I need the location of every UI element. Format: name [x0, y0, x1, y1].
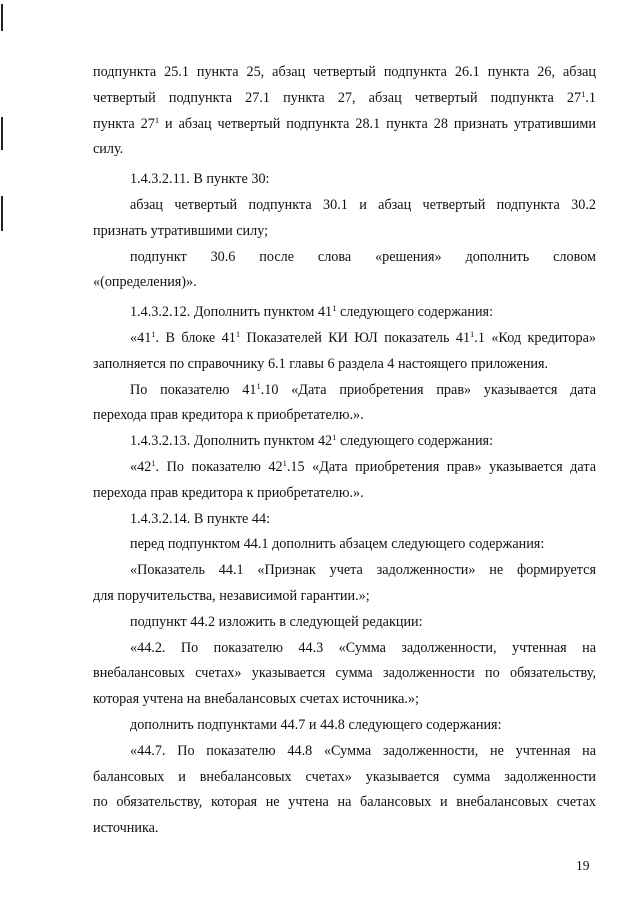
superscript: 1: [581, 88, 586, 99]
text-line: [93, 112, 596, 138]
text-line: [93, 636, 596, 662]
superscript: 1: [332, 303, 337, 314]
left-margin-mark: [1, 117, 3, 150]
text-fragment: силу.: [93, 141, 124, 158]
text-line: [93, 532, 596, 558]
text-fragment: .1 «Код кредитора»: [474, 329, 596, 346]
left-margin-mark: [1, 4, 3, 31]
text-fragment: следующего содержания:: [336, 304, 494, 321]
text-fragment: «42: [130, 458, 152, 475]
superscript: 1: [154, 114, 160, 125]
text-fragment: по обязательству, которая не учтена на балансовых и внебалансовых счетах: [93, 794, 596, 811]
text-line: [93, 245, 596, 271]
text-line: [93, 219, 596, 245]
page-number: 19: [576, 858, 590, 873]
document-body: [93, 60, 596, 842]
text-line: [93, 326, 596, 352]
text-line: [93, 167, 596, 193]
text-line: [93, 816, 596, 842]
text-fragment: . По показателю 42: [155, 458, 283, 475]
text-line: [93, 713, 596, 739]
text-line: [93, 507, 596, 533]
left-margin-mark: [1, 196, 3, 231]
text-fragment: «44.7. По показателю 44.8 «Сумма задолженности, не учтенная на: [130, 742, 596, 759]
text-line: [93, 790, 596, 816]
text-line: [93, 558, 596, 584]
superscript: 1: [282, 457, 287, 468]
text-fragment: .15 «Дата приобретения прав» указывается дата: [286, 458, 596, 475]
text-line: [93, 455, 596, 481]
text-fragment: Показателей КИ ЮЛ показатель 41: [240, 329, 471, 346]
text-line: [93, 270, 596, 296]
text-fragment: источника.: [93, 820, 159, 837]
superscript: 1: [332, 432, 337, 443]
text-fragment: признать утратившими силу;: [93, 222, 269, 239]
superscript: 1: [151, 328, 156, 339]
text-line: [93, 610, 596, 636]
text-fragment: балансовых и внебалансовых счетах» указывается сумма задолженности: [93, 768, 596, 785]
text-fragment: внебалансовых счетах» указывается сумма задолженности по обязательству,: [93, 665, 596, 682]
text-fragment: заполняется по справочнику 6.1 главы 6 раздела 4 настоящего приложения.: [93, 355, 549, 372]
text-fragment: 1.4.3.2.14. В пункте 44:: [130, 510, 271, 527]
text-fragment: четвертый подпункта 27.1 пункта 27, абзац четвертый подпункта 27: [93, 89, 582, 106]
text-fragment: и абзац четвертый подпункта 28.1 пункта 28 признать утратившими: [159, 115, 597, 132]
text-fragment: подпункт 44.2 изложить в следующей редакции:: [130, 613, 423, 630]
text-line: [93, 193, 596, 219]
text-line: [93, 60, 596, 86]
text-fragment: 1.4.3.2.13. Дополнить пунктом 42: [130, 433, 333, 450]
text-fragment: подпункт 30.6 после слова «решения» дополнить словом: [130, 248, 596, 265]
text-fragment: следующего содержания:: [336, 433, 494, 450]
text-fragment: для поручительства, независимой гарантии.»;: [93, 587, 370, 604]
text-fragment: .1: [585, 89, 596, 106]
text-fragment: . В блоке 41: [155, 329, 236, 346]
text-fragment: подпункта 25.1 пункта 25, абзац четвертый подпункта 26.1 пункта 26, абзац: [93, 64, 596, 80]
text-line: [93, 765, 596, 791]
text-line: [93, 661, 596, 687]
text-line: [93, 378, 596, 404]
text-fragment: По показателю 41: [130, 381, 257, 398]
text-line: [93, 584, 596, 610]
text-line: [93, 86, 596, 112]
text-fragment: 1.4.3.2.12. Дополнить пунктом 41: [130, 304, 333, 321]
text-fragment: которая учтена на внебалансовых счетах источника.»;: [93, 691, 419, 708]
text-fragment: пункта 27: [93, 115, 155, 132]
superscript: 1: [235, 328, 241, 339]
text-fragment: .10 «Дата приобретения прав» указывается дата: [260, 381, 596, 398]
text-fragment: «(определения)».: [93, 274, 197, 291]
text-fragment: «Показатель 44.1 «Признак учета задолженности» не формируется: [130, 562, 596, 579]
text-line: [93, 481, 596, 507]
text-line: [93, 137, 596, 163]
text-line: [93, 739, 596, 765]
text-fragment: перехода прав кредитора к приобретателю.».: [93, 484, 364, 501]
text-fragment: «44.2. По показателю 44.3 «Сумма задолженности, учтенная на: [130, 639, 596, 656]
text-fragment: «41: [130, 329, 152, 346]
text-line: [93, 403, 596, 429]
superscript: 1: [151, 457, 156, 468]
text-line: [93, 300, 596, 326]
superscript: 1: [470, 328, 475, 339]
superscript: 1: [256, 380, 261, 391]
text-fragment: абзац четвертый подпункта 30.1 и абзац четвертый подпункта 30.2: [130, 196, 596, 213]
text-fragment: 1.4.3.2.11. В пункте 30:: [130, 171, 270, 188]
text-fragment: дополнить подпунктами 44.7 и 44.8 следующего содержания:: [130, 716, 502, 733]
text-line: [93, 687, 596, 713]
text-line: [93, 352, 596, 378]
text-fragment: перед подпунктом 44.1 дополнить абзацем следующего содержания:: [130, 536, 545, 553]
text-line: [93, 429, 596, 455]
text-fragment: перехода прав кредитора к приобретателю.».: [93, 407, 364, 424]
